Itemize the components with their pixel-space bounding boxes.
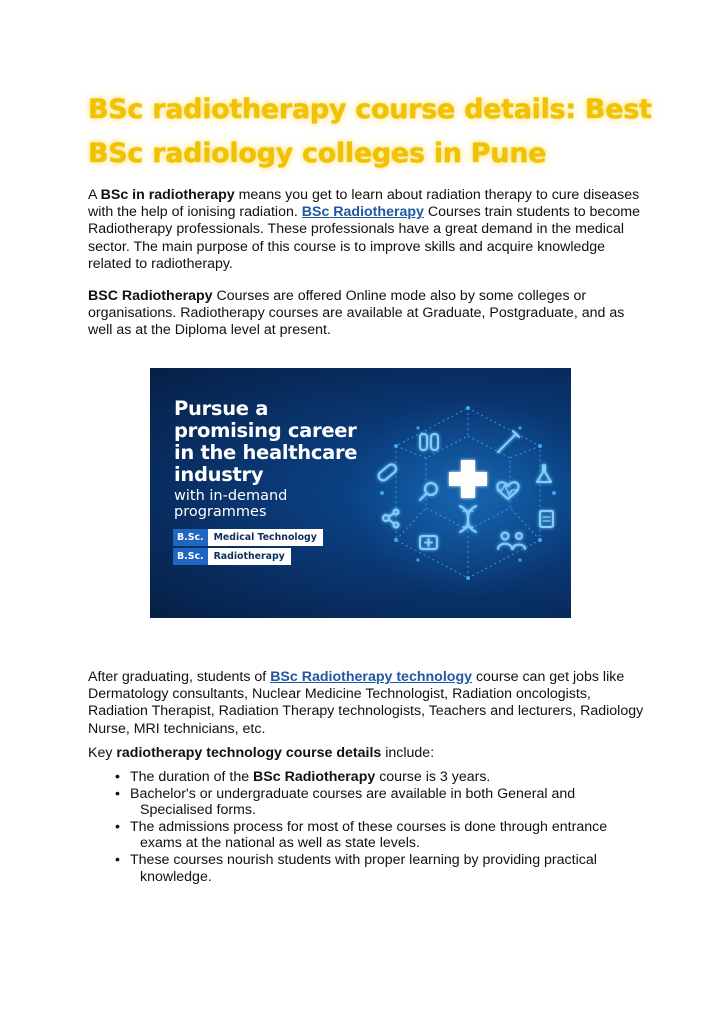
key-details-intro — [88, 745, 648, 762]
bsc-radiotherapy-technology-link[interactable]: BSc Radiotherapy technology — [270, 669, 472, 685]
text-run: Key — [88, 745, 117, 761]
banner-headline-line: industry — [174, 463, 264, 486]
text-run: include: — [381, 745, 435, 761]
text-run: Specialised forms. — [140, 802, 256, 819]
banner-sub-line: with in-demand — [174, 488, 288, 504]
banner-headline-line: Pursue a — [174, 397, 269, 420]
list-item — [114, 819, 654, 852]
online-mode-paragraph — [88, 288, 648, 340]
page-title-line-2: BSc radiology colleges in Pune — [88, 138, 547, 169]
list-item — [114, 852, 654, 885]
text-run: Bachelor's or undergraduate courses are available in both General and — [130, 785, 576, 802]
banner-headline — [174, 398, 357, 486]
text-run: course can get jobs like Dermatology consultants, Nuclear Medicine Technologist, Radiation oncologists, Radiation Therapist, Radiation Therapy technologists, Teachers and lecturers, Radiology Nurse, MRI technicians, etc. — [88, 669, 644, 737]
healthcare-banner-image — [150, 368, 571, 618]
bullet-dot-icon: • — [115, 818, 120, 835]
bullet-dot-icon: • — [115, 851, 120, 868]
bullet-dot-icon: • — [115, 785, 120, 802]
bsc-radiotherapy-link[interactable]: BSc Radiotherapy — [301, 204, 424, 221]
tag-name: Medical Technology — [208, 529, 323, 546]
banner-subheadline — [174, 488, 287, 520]
text-run: After graduating, students of — [88, 669, 271, 685]
careers-paragraph — [88, 669, 648, 738]
tag-name: Radiotherapy — [208, 548, 291, 565]
text-run: exams at the national as well as state levels. — [140, 835, 420, 852]
text-run: A — [88, 187, 101, 203]
tag-prefix: B.Sc. — [173, 529, 208, 546]
list-item — [114, 786, 654, 819]
list-item — [114, 769, 654, 786]
program-tag-medical-technology — [173, 529, 323, 546]
text-run: The duration of the — [130, 769, 254, 785]
text-run: course is 3 years. — [375, 769, 491, 785]
text-run: Courses are offered Online mode also by some colleges or organisations. Radiotherapy courses are available at Graduate, Postgraduate, and as well as at the Diploma level at present. — [88, 288, 625, 339]
banner-headline-line: promising career — [174, 419, 357, 442]
text-run: knowledge. — [140, 868, 212, 885]
text-run: means you get to learn about radiation therapy to cure diseases with the help of ionising radiation. — [88, 187, 640, 221]
page-title — [88, 88, 688, 176]
intro-paragraph — [88, 187, 648, 273]
bold-term: BSC Radiotherapy — [88, 288, 213, 304]
bold-term: BSc in radiotherapy — [100, 187, 235, 203]
page-title-line-1: BSc radiotherapy course details: Best — [88, 94, 652, 125]
program-tag-radiotherapy — [173, 548, 291, 565]
banner-headline-line: in the healthcare — [174, 441, 358, 464]
banner-sub-line: programmes — [174, 504, 267, 520]
text-run: The admissions process for most of these courses is done through entrance — [130, 818, 608, 835]
bold-term: radiotherapy technology course details — [116, 745, 382, 761]
bullet-dot-icon: • — [115, 769, 120, 785]
text-run: Courses train students to become Radiotherapy professionals. These professionals have a great demand in the medical sector. The main purpose of this course is to improve skills and acquire knowledge related to radiotherapy. — [88, 204, 641, 272]
course-details-list — [114, 769, 654, 885]
bold-term: BSc Radiotherapy — [253, 769, 376, 785]
text-run: These courses nourish students with proper learning by providing practical — [130, 851, 597, 868]
tag-prefix: B.Sc. — [173, 548, 208, 565]
